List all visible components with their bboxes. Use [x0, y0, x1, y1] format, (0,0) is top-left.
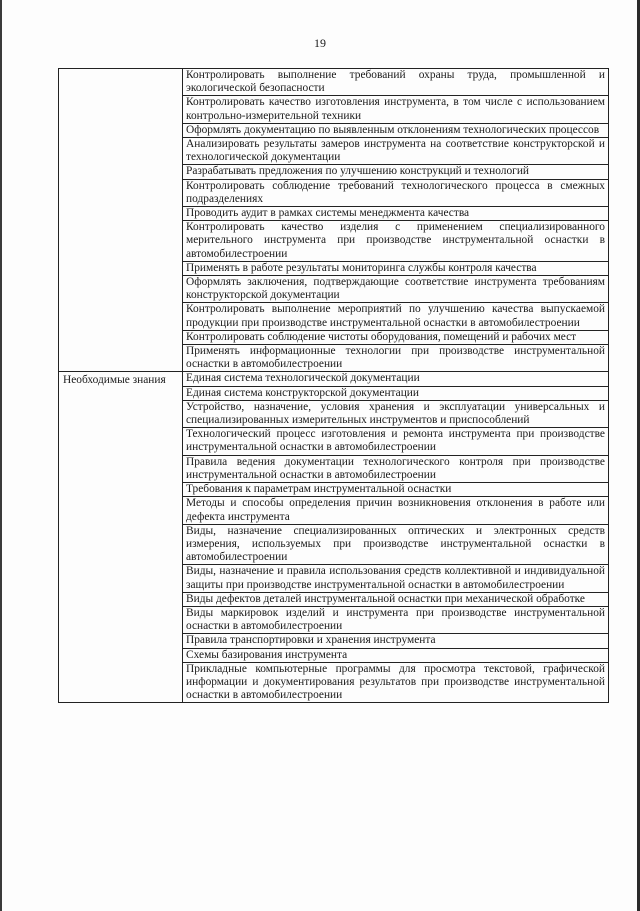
table-cell-item: Контролировать качество изделия с применением специализированного мерительного инструмента при производстве инструментальной оснастки в автомобилестроении — [183, 221, 609, 262]
section-label — [59, 69, 183, 372]
table-cell-item: Контролировать выполнение мероприятий по улучшению качества выпускаемой продукции при производстве инструментальной оснастки в автомобилестроении — [183, 303, 609, 330]
table-cell-item: Правила ведения документации технологического контроля при производстве инструментальной оснастки в автомобилестроении — [183, 455, 609, 482]
table-cell-item: Виды дефектов деталей инструментальной оснастки при механической обработке — [183, 592, 609, 606]
table-row — [59, 372, 609, 386]
table-cell-item: Анализировать результаты замеров инструмента на соответствие конструкторской и технологической документации — [183, 138, 609, 165]
table-body — [59, 69, 609, 703]
table-cell-item: Устройство, назначение, условия хранения и эксплуатации универсальных и специализированных измерительных инструментов и приспособлений — [183, 400, 609, 427]
table-cell-item: Требования к параметрам инструментальной оснастки — [183, 483, 609, 497]
table-cell-item: Виды, назначение и правила использования средств коллективной и индивидуальной защиты при производстве инструментальной оснастки в автомобилестроении — [183, 565, 609, 592]
table-cell-item: Оформлять документацию по выявленным отклонениям технологических процессов — [183, 123, 609, 137]
table-cell-item: Единая система технологической документации — [183, 372, 609, 386]
table-cell-item: Применять в работе результаты мониторинга службы контроля качества — [183, 261, 609, 275]
table-cell-item: Контролировать соблюдение требований технологического процесса в смежных подразделениях — [183, 179, 609, 206]
section-label: Необходимые знания — [59, 372, 183, 703]
table-cell-item: Контролировать соблюдение чистоты оборудования, помещений и рабочих мест — [183, 330, 609, 344]
table-row — [59, 69, 609, 96]
table-cell-item: Контролировать качество изготовления инструмента, в том числе с использованием контрольно-измерительной техники — [183, 96, 609, 123]
table-cell-item: Виды маркировок изделий и инструмента при производстве инструментальной оснастки в автомобилестроении — [183, 606, 609, 633]
table-cell-item: Схемы базирования инструмента — [183, 648, 609, 662]
table-cell-item: Правила транспортировки и хранения инструмента — [183, 634, 609, 648]
scan-edge-left — [0, 0, 2, 911]
table-cell-item: Оформлять заключения, подтверждающие соответствие инструмента требованиям конструкторской документации — [183, 276, 609, 303]
table-cell-item: Контролировать выполнение требований охраны труда, промышленной и экологической безопасности — [183, 69, 609, 96]
page-number: 19 — [314, 36, 326, 50]
table-cell-item: Разрабатывать предложения по улучшению конструкций и технологий — [183, 165, 609, 179]
table-cell-item: Единая система конструкторской документации — [183, 386, 609, 400]
table-cell-item: Прикладные компьютерные программы для просмотра текстовой, графической информации и документирования результатов при производстве инструментальной оснастки в автомобилестроении — [183, 662, 609, 703]
competency-table — [58, 68, 609, 703]
table-cell-item: Виды, назначение специализированных оптических и электронных средств измерения, используемых при производстве инструментальной оснастки в автомобилестроении — [183, 524, 609, 565]
table-cell-item: Технологический процесс изготовления и ремонта инструмента при производстве инструментальной оснастки в автомобилестроении — [183, 428, 609, 455]
table-cell-item: Применять информационные технологии при производстве инструментальной оснастки в автомобилестроении — [183, 345, 609, 372]
table-cell-item: Методы и способы определения причин возникновения отклонения в работе или дефекта инструмента — [183, 497, 609, 524]
table-cell-item: Проводить аудит в рамках системы менеджмента качества — [183, 207, 609, 221]
